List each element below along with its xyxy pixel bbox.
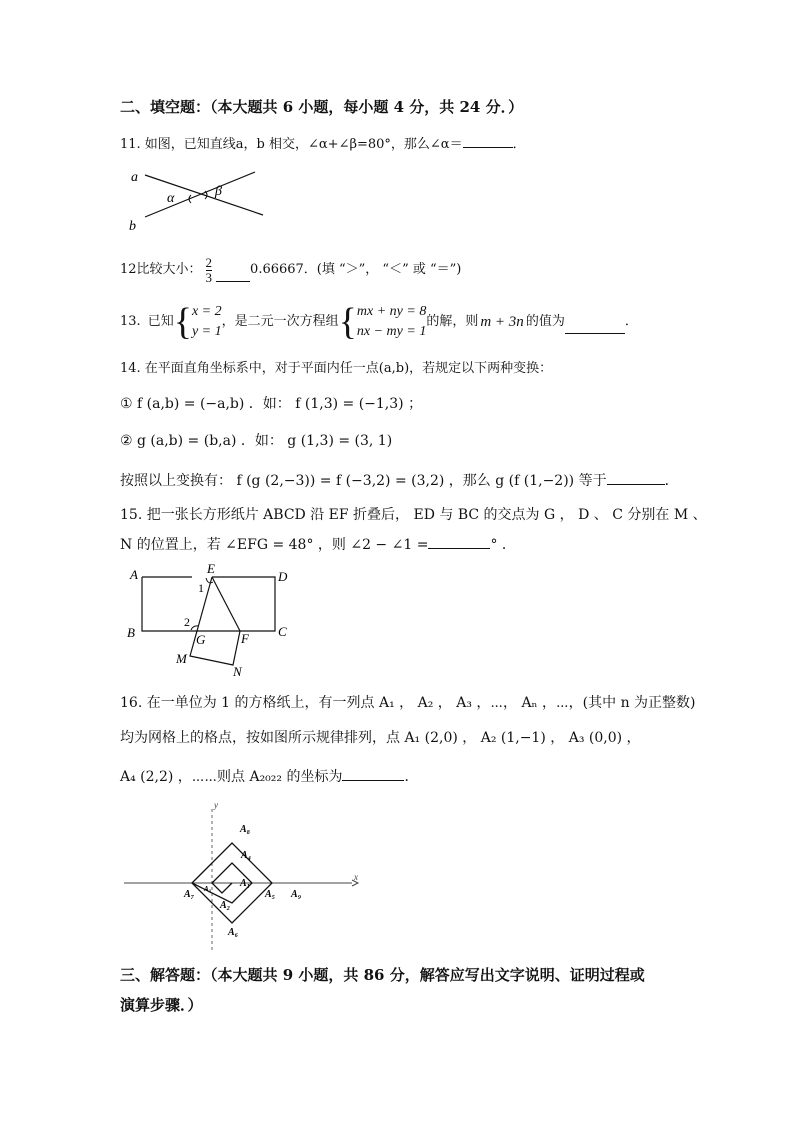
label-A: A (130, 567, 138, 582)
label-A8: A₈ (240, 824, 251, 835)
rectangle-abcd (142, 577, 275, 631)
label-A4: A₄ (241, 850, 252, 861)
answer-blank-12[interactable] (216, 267, 250, 282)
figure-lattice-points (122, 800, 367, 954)
line-b (145, 172, 255, 217)
answer-blank-14[interactable] (607, 470, 665, 485)
question-13-mid: ，是二元一次方程组 (221, 314, 339, 329)
label-alpha: α (167, 191, 175, 206)
question-16-line-3-text: A₄ (2,2) ，⋯⋯则点 A₂₀₂₂ 的坐标为 (120, 769, 343, 785)
question-14-line-4 (120, 470, 679, 490)
question-13-post2: 的值为 (525, 314, 565, 329)
label-A1: A₁ (240, 878, 251, 889)
label-F: F (241, 631, 249, 646)
system-1-eq2: y = 1 (191, 324, 222, 339)
label-y-axis: y (214, 800, 218, 810)
label-A3: A₃ (204, 885, 212, 893)
figure-intersecting-lines (125, 162, 275, 234)
question-13-end: ． (624, 314, 638, 329)
label-beta: β (215, 184, 222, 199)
label-b: b (129, 219, 136, 234)
system-2 (357, 302, 426, 342)
label-A6: A₆ (228, 927, 239, 938)
question-16-line-2: 均为网格上的格点，按如图所示规律排列，点 A₁ (2,0) ， A₂ (1,−1) ， A₃ (0,0) ， (120, 730, 641, 746)
label-A5: A₅ (265, 889, 276, 900)
question-13-text (120, 298, 638, 346)
label-C: C (278, 624, 287, 639)
question-12-prefix: 12比较大小： (120, 262, 202, 277)
question-16-line-1: 16. 在一单位为 1 的方格纸上，有一列点 A₁ ， A₂ ， A₃ ，⋯， Aₙ ，⋯，(其中 n 为正整数) (120, 695, 696, 711)
label-angle-2: 2 (184, 615, 190, 629)
label-M: M (176, 651, 187, 666)
question-11-stem: 11. 如图，已知直线a，b 相交，∠α+∠β=80°，那么∠α＝ (120, 137, 463, 152)
question-13-expr: m + 3n (480, 314, 524, 330)
label-x-axis: x (354, 872, 358, 882)
system-1 (192, 302, 222, 342)
label-angle-1: 1 (198, 581, 204, 595)
brace-left-1: { (173, 301, 192, 343)
question-14-end: ． (664, 473, 679, 489)
answer-blank-11[interactable] (463, 133, 513, 148)
system-1-eq1: x = 2 (191, 304, 222, 319)
section-2-heading: 二、填空题：（本大题共 6 小题，每小题 4 分，共 24 分．） (120, 98, 524, 116)
question-16-line-3 (120, 766, 418, 786)
answer-blank-13[interactable] (565, 319, 625, 334)
section-3-heading-line-2: 演算步骤．） (120, 996, 203, 1014)
question-13-pre: 已知 (147, 314, 174, 329)
fraction-two-thirds (206, 256, 213, 285)
label-A7: A₇ (184, 889, 195, 900)
label-G: G (196, 632, 206, 647)
question-16-end: ． (404, 769, 419, 785)
question-11-text (120, 133, 526, 154)
brace-left-2: { (338, 301, 357, 343)
question-11-end: ． (512, 137, 526, 152)
question-13-number: 13. (120, 314, 141, 329)
fraction-denominator: 3 (205, 269, 213, 285)
question-13-post: 的解，则 (426, 314, 479, 329)
figure-folded-rectangle (122, 562, 302, 680)
question-12-suffix: 0.66667．(填 “＞”， “＜” 或 “＝”) (250, 262, 462, 277)
label-B: B (127, 625, 135, 640)
label-N: N (233, 664, 242, 679)
line-a (145, 175, 263, 215)
fraction-numerator: 2 (205, 254, 213, 270)
system-2-eq1: mx + ny = 8 (356, 304, 427, 319)
question-15-line-2 (120, 534, 516, 554)
question-15-line-2-text: N 的位置上，若 ∠EFG = 48° ，则 ∠2 − ∠1 = (120, 537, 429, 553)
label-A2: A₂ (220, 900, 231, 911)
question-15-end: ° ． (490, 537, 516, 553)
label-E: E (207, 562, 215, 576)
system-2-eq2: nx − my = 1 (356, 324, 427, 339)
section-3-heading-line-1: 三、解答题：（本大题共 9 小题，共 86 分，解答应写出文字说明、证明过程或 (120, 966, 645, 984)
label-A9: A₉ (291, 889, 302, 900)
answer-blank-16[interactable] (342, 766, 404, 781)
question-14-line-4-text: 按照以上变换有： f (g (2,−3)) = f (−3,2) = (3,2) ，那么 g (f (1,−2)) 等于 (120, 473, 607, 489)
question-14-line-1: 14. 在平面直角坐标系中，对于平面内任一点(a,b)，若规定以下两种变换： (120, 361, 553, 376)
question-14-line-2: ① f (a,b) = (−a,b) ．如： f (1,3) = (−1,3) ； (120, 396, 423, 412)
fold-line-ef (212, 577, 240, 631)
question-15-line-1: 15. 把一张长方形纸片 ABCD 沿 EF 折叠后， ED 与 BC 的交点为 G ， D 、 C 分别在 M 、 (120, 507, 707, 523)
label-D: D (278, 569, 288, 584)
label-a: a (131, 170, 138, 185)
question-14-line-3: ② g (a,b) = (b,a) ．如： g (1,3) = (3, 1) (120, 433, 393, 449)
question-12-text (120, 250, 461, 290)
answer-blank-15[interactable] (428, 534, 490, 549)
